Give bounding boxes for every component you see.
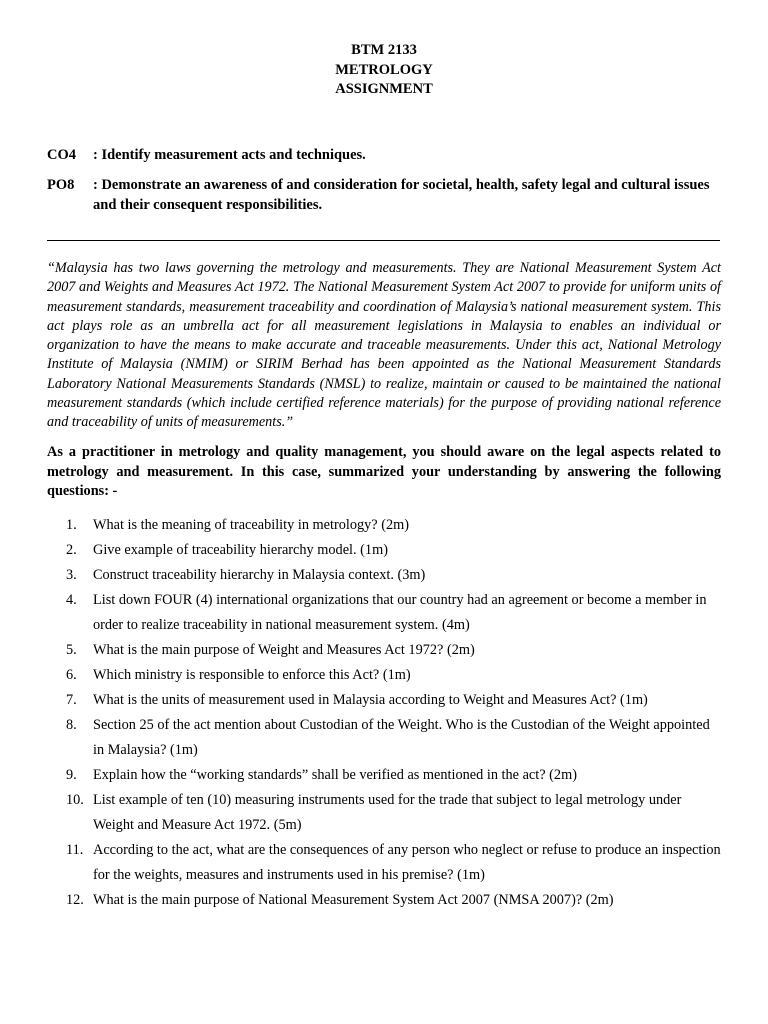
question-number: 12. (66, 892, 84, 908)
question-text: What is the units of measurement used in Malaysia according to Weight and Measures Act? (1m) (93, 692, 648, 708)
question-item (47, 538, 721, 563)
question-text: Which ministry is responsible to enforce this Act? (1m) (93, 667, 411, 683)
outcome-text: : Identify measurement acts and techniques. (93, 147, 366, 163)
question-list (47, 513, 721, 913)
question-item (47, 638, 721, 663)
outcome-code: PO8 (47, 177, 75, 193)
question-item (47, 663, 721, 688)
question-number: 8. (66, 717, 77, 733)
question-text: What is the main purpose of Weight and Measures Act 1972? (2m) (93, 642, 475, 658)
question-text: List down FOUR (4) international organizations that our country had an agreement or become a member in order to realize traceability in national measurement system. (4m) (93, 592, 707, 633)
question-text: Construct traceability hierarchy in Malaysia context. (3m) (93, 567, 426, 583)
question-number: 5. (66, 642, 77, 658)
question-number: 4. (66, 592, 77, 608)
question-number: 11. (66, 842, 84, 858)
question-text: According to the act, what are the consequences of any person who neglect or refuse to produce an inspection for the weights, measures and instruments used in his premise? (1m) (93, 842, 721, 883)
outcome-text: : Demonstrate an awareness of and consideration for societal, health, safety legal and cultural issues and their consequent responsibilities. (93, 177, 710, 213)
question-item (47, 513, 721, 538)
question-text: List example of ten (10) measuring instruments used for the trade that subject to legal metrology under Weight and Measure Act 1972. (5m) (93, 792, 682, 833)
question-text: Section 25 of the act mention about Custodian of the Weight. Who is the Custodian of the Weight appointed in Malaysia? (1m) (93, 717, 710, 758)
question-item (47, 888, 721, 913)
question-text: Give example of traceability hierarchy model. (1m) (93, 542, 388, 558)
question-number: 9. (66, 767, 77, 783)
question-item (47, 688, 721, 713)
question-item (47, 563, 721, 588)
instructions-paragraph: As a practitioner in metrology and quality management, you should aware on the legal aspects related to metrology and measurement. In this case, summarized your understanding by answering the following questions: - (47, 444, 721, 500)
course-code: BTM 2133 (351, 42, 417, 58)
question-item (47, 763, 721, 788)
question-number: 3. (66, 567, 77, 583)
horizontal-divider (47, 240, 720, 241)
question-item (47, 588, 721, 638)
question-number: 1. (66, 517, 77, 533)
question-text: What is the main purpose of National Measurement System Act 2007 (NMSA 2007)? (2m) (93, 892, 614, 908)
question-number: 2. (66, 542, 77, 558)
question-number: 10. (66, 792, 84, 808)
document-title (0, 41, 768, 100)
question-item (47, 838, 721, 888)
question-item (47, 788, 721, 838)
question-item (47, 713, 721, 763)
question-text: Explain how the “working standards” shall be verified as mentioned in the act? (2m) (93, 767, 577, 783)
question-number: 6. (66, 667, 77, 683)
outcome-code: CO4 (47, 147, 76, 163)
context-quote: “Malaysia has two laws governing the metrology and measurements. They are National Measurement System Act 2007 and Weights and Measures Act 1972. The National Measurement System Act 2007 to provide for uniform units of measurement standards, measurement traceability and coordination of Malaysia’s national measurement system. This act plays role as an umbrella act for all measurement legislations in Malaysia to enables an individual or organization to have the means to make accurate and traceable measurements. Under this act, National Metrology Institute of Malaysia (NMIM) or SIRIM Berhad has been appointed as the National Measurement Standards Laboratory National Measurements Standards (NMSL) to realize, maintain or caused to be maintained the national measurement standards (which include certified reference materials) for the purpose of providing national reference and traceability of units of measurements.” (47, 260, 721, 431)
document-type: ASSIGNMENT (335, 81, 433, 97)
question-text: What is the meaning of traceability in metrology? (2m) (93, 517, 410, 533)
question-number: 7. (66, 692, 77, 708)
subject-title: METROLOGY (335, 61, 433, 78)
